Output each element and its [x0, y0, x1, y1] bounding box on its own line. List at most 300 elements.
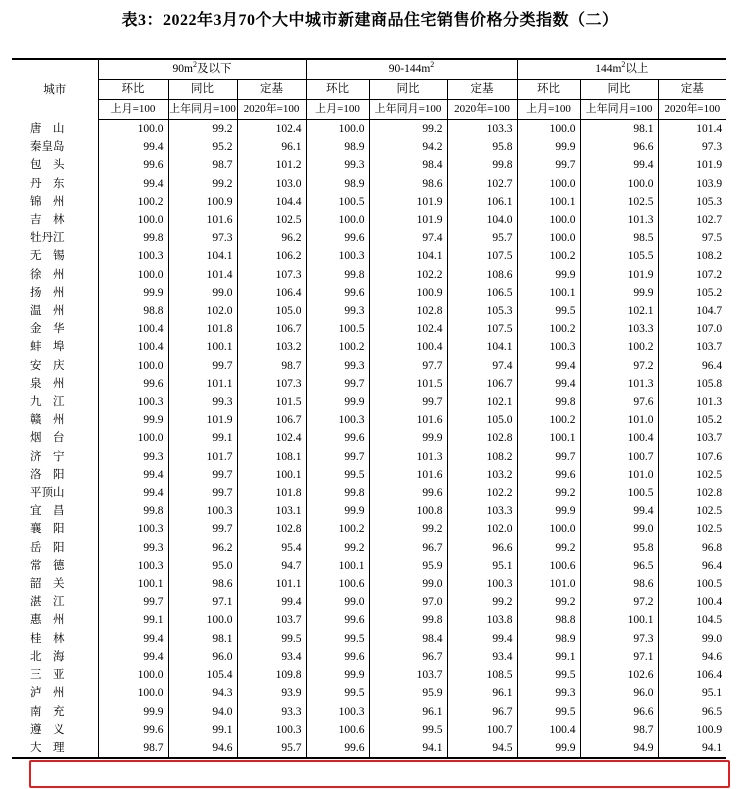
index-value-cell: 94.5: [447, 739, 517, 758]
index-value-cell: 94.6: [168, 739, 237, 758]
index-value-cell: 100.2: [98, 193, 168, 211]
index-value-cell: 99.7: [168, 466, 237, 484]
index-value-cell: 100.3: [306, 247, 369, 265]
index-value-cell: 103.2: [447, 466, 517, 484]
table-row: [12, 175, 726, 193]
index-value-cell: 95.4: [237, 539, 306, 557]
index-value-cell: 103.3: [447, 120, 517, 139]
index-value-cell: 105.2: [696, 286, 723, 299]
city-column-header: 城市: [12, 59, 98, 120]
index-value-cell: 101.6: [168, 211, 237, 229]
index-value-cell: 96.4: [701, 359, 723, 372]
city-cell: 岳 阳: [12, 539, 98, 557]
index-value-cell: 101.9: [168, 411, 237, 429]
index-value-cell: 99.2: [517, 484, 580, 502]
index-value-cell: 97.4: [447, 357, 517, 375]
index-value-cell: 96.7: [369, 539, 447, 557]
index-value-cell: 108.1: [237, 448, 306, 466]
index-value-cell: 99.6: [98, 721, 168, 739]
index-value-cell: 100.0: [98, 120, 168, 139]
index-value-cell: 99.4: [98, 138, 168, 156]
index-value-cell: 103.2: [237, 338, 306, 356]
index-value-cell: 93.4: [447, 648, 517, 666]
index-value-cell: 99.3: [168, 393, 237, 411]
index-value-cell: 101.5: [237, 393, 306, 411]
index-value-cell: 102.5: [580, 193, 658, 211]
index-value-cell: 98.6: [168, 575, 237, 593]
index-value-cell: 98.6: [580, 575, 658, 593]
city-cell: 遵 义: [12, 721, 98, 739]
table-row: [12, 721, 726, 739]
table-row: [12, 739, 726, 758]
index-value-cell: 101.4: [168, 266, 237, 284]
index-value-cell: 106.5: [447, 284, 517, 302]
index-value-cell: 94.3: [168, 684, 237, 702]
group-header-medium: $90-144m^2$: [306, 59, 517, 80]
index-value-cell: 100.2: [517, 247, 580, 265]
index-value-cell: 100.2: [517, 320, 580, 338]
index-value-cell: 99.0: [168, 284, 237, 302]
index-value-cell: 103.8: [447, 611, 517, 629]
index-value-cell: 99.4: [98, 466, 168, 484]
index-value-cell: 97.2: [580, 357, 658, 375]
city-cell: 牡丹江: [12, 229, 98, 247]
index-value-cell: 95.1: [447, 557, 517, 575]
index-value-cell: 102.5: [696, 505, 723, 518]
index-value-cell: 99.9: [517, 266, 580, 284]
index-value-cell: 99.4: [580, 502, 658, 520]
group-header-small: $90m^2$及以下: [98, 59, 306, 80]
index-value-cell: 107.5: [447, 320, 517, 338]
city-cell: 桂 林: [12, 630, 98, 648]
city-cell: 包 头: [12, 156, 98, 174]
index-value-cell: 99.9: [580, 284, 658, 302]
index-value-cell: 99.4: [237, 593, 306, 611]
index-value-cell: 108.6: [447, 266, 517, 284]
index-value-cell: 99.4: [98, 484, 168, 502]
index-value-cell: 100.2: [580, 338, 658, 356]
index-value-cell: 98.7: [237, 357, 306, 375]
index-value-cell: 93.9: [237, 684, 306, 702]
index-value-cell: 99.9: [98, 703, 168, 721]
index-value-cell: 99.5: [517, 666, 580, 684]
index-value-cell: 95.8: [447, 138, 517, 156]
index-value-cell: 102.8: [237, 520, 306, 538]
sub-header: 定基: [237, 80, 306, 100]
table-row: [12, 703, 726, 721]
index-value-cell: 104.1: [168, 247, 237, 265]
index-value-cell: 103.9: [696, 177, 723, 190]
table-row: [12, 466, 726, 484]
index-value-cell: 99.9: [517, 138, 580, 156]
table-row: [12, 611, 726, 629]
index-value-cell: 104.5: [696, 614, 723, 627]
index-value-cell: 99.4: [580, 156, 658, 174]
index-value-cell: 103.7: [237, 611, 306, 629]
index-value-cell: 100.0: [517, 520, 580, 538]
index-value-cell: 100.3: [98, 557, 168, 575]
index-value-cell: 100.6: [517, 557, 580, 575]
table-row: [12, 502, 726, 520]
index-value-cell: 96.7: [369, 648, 447, 666]
index-value-cell: 96.5: [701, 705, 723, 718]
base-header: 2020年=100: [447, 100, 517, 120]
index-value-cell: 99.0: [306, 593, 369, 611]
index-value-cell: 106.2: [237, 247, 306, 265]
city-cell: 洛 阳: [12, 466, 98, 484]
table-row: [12, 630, 726, 648]
city-cell: 烟 台: [12, 429, 98, 447]
index-value-cell: 98.4: [369, 630, 447, 648]
index-value-cell: 100.0: [98, 211, 168, 229]
index-value-cell: 105.3: [696, 195, 723, 208]
index-value-cell: 102.6: [580, 666, 658, 684]
index-value-cell: 99.5: [306, 684, 369, 702]
index-value-cell: 94.1: [369, 739, 447, 758]
sub-header: 同比: [580, 80, 658, 100]
index-value-cell: 96.4: [701, 559, 723, 572]
index-value-cell: 100.3: [98, 393, 168, 411]
index-value-cell: 101.9: [696, 159, 723, 172]
index-value-cell: 95.0: [168, 557, 237, 575]
index-value-cell: 105.0: [237, 302, 306, 320]
index-value-cell: 103.3: [580, 320, 658, 338]
index-value-cell: 101.4: [696, 123, 723, 135]
index-value-cell: 99.1: [168, 429, 237, 447]
index-value-cell: 102.4: [237, 429, 306, 447]
index-value-cell: 98.8: [98, 302, 168, 320]
city-cell: 秦皇岛: [12, 138, 98, 156]
index-value-cell: 99.1: [98, 611, 168, 629]
table-row: [12, 557, 726, 575]
index-value-cell: 100.5: [306, 193, 369, 211]
index-value-cell: 97.7: [369, 357, 447, 375]
table-row: [12, 338, 726, 356]
index-value-cell: 98.7: [580, 721, 658, 739]
table-row: [12, 539, 726, 557]
index-value-cell: 98.9: [517, 630, 580, 648]
city-cell: 南 充: [12, 703, 98, 721]
index-value-cell: 99.7: [168, 484, 237, 502]
index-value-cell: 94.7: [237, 557, 306, 575]
table-row: [12, 156, 726, 174]
table-row: [12, 520, 726, 538]
index-value-cell: 98.6: [369, 175, 447, 193]
index-value-cell: 93.4: [237, 648, 306, 666]
index-value-cell: 104.0: [447, 211, 517, 229]
group-header-large: $144m^2$以上: [517, 59, 726, 80]
index-value-cell: 106.7: [447, 375, 517, 393]
index-value-cell: 100.3: [447, 575, 517, 593]
index-value-cell: 100.3: [237, 721, 306, 739]
index-value-cell: 100.5: [696, 578, 723, 591]
index-value-cell: 96.2: [168, 539, 237, 557]
table-row: [12, 666, 726, 684]
index-value-cell: 98.1: [580, 120, 658, 139]
index-value-cell: 99.4: [98, 630, 168, 648]
city-cell: 北 海: [12, 648, 98, 666]
index-value-cell: 100.4: [696, 596, 723, 609]
city-cell: 吉 林: [12, 211, 98, 229]
index-value-cell: 106.4: [696, 669, 723, 682]
index-value-cell: 99.2: [369, 520, 447, 538]
index-value-cell: 100.1: [580, 611, 658, 629]
index-value-cell: 99.8: [98, 502, 168, 520]
index-value-cell: 99.9: [517, 502, 580, 520]
index-value-cell: 102.0: [447, 520, 517, 538]
table-row: [12, 302, 726, 320]
index-value-cell: 100.3: [306, 411, 369, 429]
index-value-cell: 100.9: [696, 723, 723, 736]
index-value-cell: 99.6: [306, 611, 369, 629]
index-value-cell: 101.6: [369, 411, 447, 429]
index-value-cell: 101.9: [580, 266, 658, 284]
index-value-cell: 96.6: [447, 539, 517, 557]
index-value-cell: 101.3: [369, 448, 447, 466]
index-value-cell: 99.9: [306, 393, 369, 411]
index-value-cell: 100.1: [98, 575, 168, 593]
index-value-cell: 103.3: [447, 502, 517, 520]
table-row: [12, 284, 726, 302]
index-value-cell: 99.9: [517, 739, 580, 758]
sub-header: 同比: [168, 80, 237, 100]
index-value-cell: 101.3: [580, 375, 658, 393]
index-value-cell: 99.1: [168, 721, 237, 739]
index-value-cell: 99.6: [306, 429, 369, 447]
index-value-cell: 100.9: [168, 193, 237, 211]
index-value-cell: 97.3: [168, 229, 237, 247]
index-value-cell: 96.5: [580, 557, 658, 575]
index-value-cell: 97.5: [701, 232, 723, 245]
sub-header: 环比: [517, 80, 580, 100]
index-value-cell: 104.1: [447, 338, 517, 356]
index-value-cell: 98.4: [369, 156, 447, 174]
index-value-cell: 101.0: [580, 466, 658, 484]
sub-header: 环比: [306, 80, 369, 100]
index-value-cell: 100.4: [517, 721, 580, 739]
index-value-cell: 100.9: [369, 284, 447, 302]
index-value-cell: 103.0: [237, 175, 306, 193]
base-header: 2020年=100: [658, 100, 726, 120]
index-value-cell: 99.0: [701, 632, 723, 645]
index-value-cell: 101.1: [237, 575, 306, 593]
index-value-cell: 108.5: [447, 666, 517, 684]
index-value-cell: 99.8: [306, 266, 369, 284]
index-value-cell: 99.3: [306, 357, 369, 375]
table-row: [12, 684, 726, 702]
city-cell: 常 德: [12, 557, 98, 575]
sub-header: 定基: [447, 80, 517, 100]
index-value-cell: 99.3: [517, 684, 580, 702]
city-cell: 济 宁: [12, 448, 98, 466]
index-value-cell: 101.9: [369, 211, 447, 229]
index-value-cell: 100.5: [306, 320, 369, 338]
index-value-cell: 99.3: [98, 539, 168, 557]
city-cell: 湛 江: [12, 593, 98, 611]
index-value-cell: 97.1: [580, 648, 658, 666]
index-value-cell: 102.8: [447, 429, 517, 447]
table-row: [12, 648, 726, 666]
table-row: [12, 138, 726, 156]
index-value-cell: 99.0: [580, 520, 658, 538]
highlight-box: [29, 760, 730, 788]
index-value-cell: 99.4: [517, 357, 580, 375]
city-cell: 徐 州: [12, 266, 98, 284]
index-value-cell: 97.2: [580, 593, 658, 611]
table-row: [12, 484, 726, 502]
index-value-cell: 100.6: [306, 721, 369, 739]
index-value-cell: 95.8: [580, 539, 658, 557]
index-value-cell: 101.7: [168, 448, 237, 466]
index-value-cell: 100.1: [517, 284, 580, 302]
index-value-cell: 99.6: [517, 466, 580, 484]
index-value-cell: 99.8: [98, 229, 168, 247]
index-value-cell: 99.9: [98, 284, 168, 302]
index-value-cell: 99.8: [369, 611, 447, 629]
index-value-cell: 107.0: [696, 323, 723, 336]
city-cell: 扬 州: [12, 284, 98, 302]
table-row: [12, 266, 726, 284]
index-value-cell: 98.9: [306, 138, 369, 156]
index-value-cell: 100.3: [306, 703, 369, 721]
index-value-cell: 100.0: [306, 120, 369, 139]
base-header: 上月=100: [306, 100, 369, 120]
index-value-cell: 103.7: [696, 341, 723, 354]
index-value-cell: 99.8: [517, 393, 580, 411]
page-title: 表3：2022年3月70个大中城市新建商品住宅销售价格分类指数（二）: [121, 12, 619, 29]
index-value-cell: 101.6: [369, 466, 447, 484]
index-value-cell: 102.1: [447, 393, 517, 411]
index-value-cell: 98.8: [517, 611, 580, 629]
index-value-cell: 98.7: [168, 156, 237, 174]
index-value-cell: 93.3: [237, 703, 306, 721]
table-row: [12, 229, 726, 247]
index-value-cell: 99.7: [517, 448, 580, 466]
index-value-cell: 101.3: [696, 396, 723, 409]
index-value-cell: 100.0: [98, 666, 168, 684]
index-value-cell: 103.7: [696, 432, 723, 445]
index-value-cell: 100.1: [517, 429, 580, 447]
index-value-cell: 96.0: [168, 648, 237, 666]
index-value-cell: 94.9: [580, 739, 658, 758]
index-value-cell: 100.3: [168, 502, 237, 520]
table-row: [12, 429, 726, 447]
index-value-cell: 96.1: [447, 684, 517, 702]
index-value-cell: 97.0: [369, 593, 447, 611]
table-body: [12, 120, 726, 759]
index-value-cell: 106.4: [237, 284, 306, 302]
index-value-cell: 100.0: [98, 266, 168, 284]
index-value-cell: 100.2: [517, 411, 580, 429]
index-value-cell: 100.4: [580, 429, 658, 447]
index-value-cell: 99.5: [517, 302, 580, 320]
index-value-cell: 96.1: [237, 138, 306, 156]
index-value-cell: 104.1: [369, 247, 447, 265]
index-value-cell: 98.1: [168, 630, 237, 648]
base-header: 上月=100: [98, 100, 168, 120]
index-value-cell: 100.3: [98, 520, 168, 538]
index-value-cell: 96.7: [447, 703, 517, 721]
index-value-cell: 99.6: [369, 484, 447, 502]
index-value-cell: 102.8: [369, 302, 447, 320]
city-cell: 九 江: [12, 393, 98, 411]
index-value-cell: 100.0: [517, 211, 580, 229]
index-value-cell: 99.7: [168, 520, 237, 538]
index-value-cell: 95.1: [701, 687, 723, 700]
index-value-cell: 99.7: [98, 593, 168, 611]
index-value-cell: 102.5: [696, 468, 723, 481]
index-value-cell: 99.2: [369, 120, 447, 139]
index-value-cell: 100.7: [447, 721, 517, 739]
index-value-cell: 99.5: [306, 466, 369, 484]
index-value-cell: 95.9: [369, 684, 447, 702]
table-row: [12, 575, 726, 593]
index-value-cell: 97.3: [580, 630, 658, 648]
index-value-cell: 107.5: [447, 247, 517, 265]
index-value-cell: 99.6: [98, 156, 168, 174]
index-value-cell: 99.2: [517, 593, 580, 611]
index-value-cell: 101.8: [168, 320, 237, 338]
index-value-cell: 99.4: [98, 175, 168, 193]
index-value-cell: 100.5: [580, 484, 658, 502]
index-value-cell: 100.1: [517, 193, 580, 211]
index-value-cell: 99.4: [98, 648, 168, 666]
index-value-cell: 97.4: [369, 229, 447, 247]
index-value-cell: 96.2: [237, 229, 306, 247]
index-value-cell: 107.6: [696, 450, 723, 463]
index-value-cell: 99.9: [98, 411, 168, 429]
city-cell: 无 锡: [12, 247, 98, 265]
index-value-cell: 94.6: [701, 650, 723, 663]
index-value-cell: 99.8: [447, 156, 517, 174]
index-value-cell: 99.2: [447, 593, 517, 611]
index-value-cell: 102.7: [447, 175, 517, 193]
index-value-cell: 95.2: [168, 138, 237, 156]
index-value-cell: 99.5: [237, 630, 306, 648]
index-value-cell: 104.7: [696, 305, 723, 318]
index-value-cell: 97.1: [168, 593, 237, 611]
index-value-cell: 102.5: [696, 523, 723, 536]
index-value-cell: 99.6: [306, 739, 369, 758]
index-value-cell: 96.6: [580, 138, 658, 156]
index-value-cell: 106.7: [237, 411, 306, 429]
index-value-cell: 105.0: [447, 411, 517, 429]
index-value-cell: 102.7: [696, 214, 723, 227]
index-value-cell: 99.2: [306, 539, 369, 557]
table-row: [12, 211, 726, 229]
index-value-cell: 99.9: [306, 502, 369, 520]
index-value-cell: 98.9: [306, 175, 369, 193]
table-header: [12, 59, 726, 120]
index-value-cell: 99.5: [306, 630, 369, 648]
index-value-cell: 97.3: [701, 141, 723, 154]
index-value-cell: 95.7: [447, 229, 517, 247]
index-value-cell: 101.9: [369, 193, 447, 211]
index-value-cell: 107.3: [237, 375, 306, 393]
index-value-cell: 100.1: [306, 557, 369, 575]
index-value-cell: 102.4: [237, 120, 306, 139]
index-value-cell: 100.7: [580, 448, 658, 466]
index-value-cell: 96.8: [701, 541, 723, 554]
index-value-cell: 100.4: [98, 338, 168, 356]
index-value-cell: 99.3: [98, 448, 168, 466]
index-value-cell: 102.1: [580, 302, 658, 320]
table-row: [12, 247, 726, 265]
index-value-cell: 105.5: [580, 247, 658, 265]
index-value-cell: 94.1: [658, 739, 726, 758]
index-value-cell: 99.0: [369, 575, 447, 593]
index-value-cell: 108.2: [447, 448, 517, 466]
